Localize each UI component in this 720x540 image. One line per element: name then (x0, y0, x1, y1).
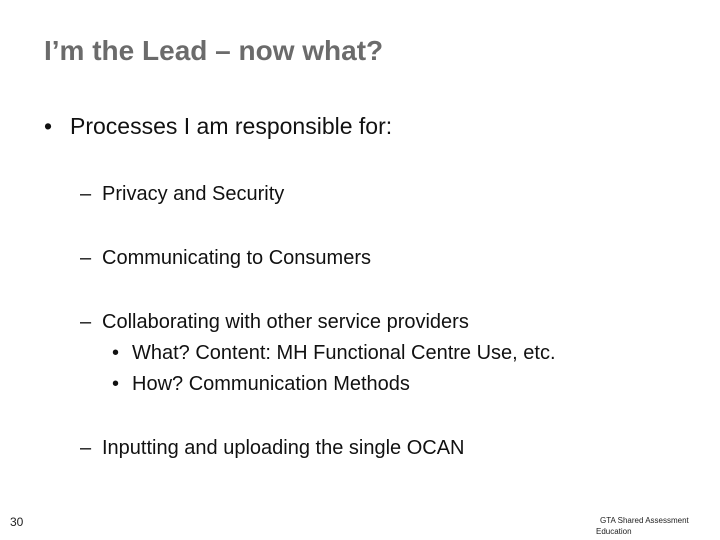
sub-item-text: How? Communication Methods (132, 373, 410, 395)
sub-item-how (112, 373, 410, 396)
slide-title: I’m the Lead – now what? (44, 35, 384, 66)
dash-marker: – (80, 437, 92, 459)
list-item-communicating (80, 247, 371, 270)
bullet-marker: • (112, 373, 120, 395)
sub-item-what (112, 342, 556, 365)
footer-organization (596, 515, 716, 537)
list-item-text: Communicating to Consumers (102, 247, 371, 269)
sub-item-text: What? Content: MH Functional Centre Use, etc. (132, 342, 556, 364)
dash-marker: – (80, 311, 92, 333)
list-item-inputting (80, 437, 464, 460)
list-item-privacy (80, 183, 284, 206)
bullet-marker: • (44, 113, 53, 139)
footer-line-2: Education (596, 527, 632, 536)
main-bullet (44, 113, 392, 140)
dash-marker: – (80, 247, 92, 269)
bullet-marker: • (112, 342, 120, 364)
page-number: 30 (10, 515, 24, 529)
footer-line-1: GTA Shared Assessment (600, 516, 689, 525)
list-item-text: Inputting and uploading the single OCAN (102, 437, 465, 459)
list-item-text: Collaborating with other service providers (102, 311, 469, 333)
dash-marker: – (80, 183, 92, 205)
main-bullet-text: Processes I am responsible for: (70, 113, 393, 139)
list-item-text: Privacy and Security (102, 183, 285, 205)
list-item-collaborating (80, 311, 469, 334)
